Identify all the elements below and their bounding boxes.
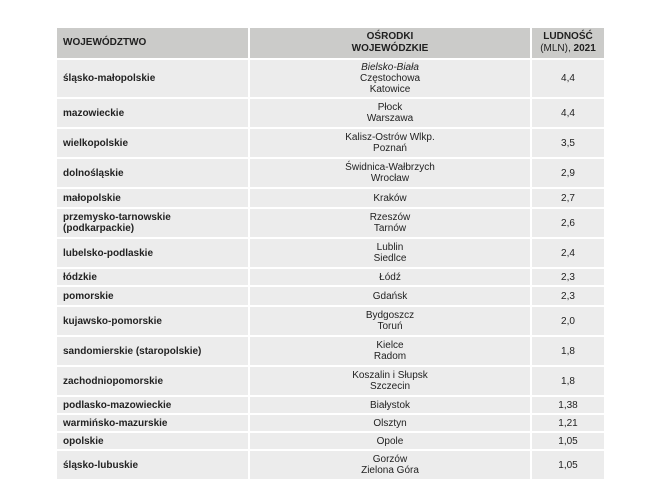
table-row (57, 337, 604, 365)
voivodeship-centers (248, 433, 530, 449)
center-city: Toruń (377, 321, 403, 332)
table-row (57, 307, 604, 335)
table-row (57, 99, 604, 127)
table-row (57, 239, 604, 267)
center-city: Łódź (379, 271, 401, 283)
table-row (57, 129, 604, 157)
table-row (57, 397, 604, 413)
voivodeship-table (57, 26, 604, 481)
center-city: Radom (373, 351, 407, 362)
voivodeship-centers (248, 397, 530, 413)
voivodeship-name: śląsko-małopolskie (57, 60, 248, 97)
population-value: 3,5 (530, 129, 604, 157)
population-value: 1,8 (530, 337, 604, 365)
table-row (57, 433, 604, 449)
center-city: Poznań (373, 143, 407, 154)
population-value: 1,05 (530, 433, 604, 449)
population-value: 4,4 (530, 99, 604, 127)
table-row (57, 159, 604, 187)
population-value: 2,4 (530, 239, 604, 267)
header-centers (248, 28, 530, 58)
center-city: Białystok (369, 399, 410, 411)
population-value: 1,21 (530, 415, 604, 431)
center-city: Lublin (376, 242, 404, 253)
center-city: Siedlce (373, 253, 407, 264)
voivodeship-centers (248, 451, 530, 479)
table-row (57, 189, 604, 207)
header-centers-line2: WOJEWÓDZKIE (351, 43, 429, 54)
center-city: Zielona Góra (361, 465, 419, 476)
center-city: Bielsko-Biała (361, 62, 419, 73)
voivodeship-name: wielkopolskie (57, 129, 248, 157)
voivodeship-name: sandomierskie (staropolskie) (57, 337, 248, 365)
center-city: Kalisz-Ostrów Wlkp. (345, 132, 435, 143)
center-city: Szczecin (369, 381, 410, 392)
voivodeship-name: lubelsko-podlaskie (57, 239, 248, 267)
table-row (57, 269, 604, 285)
center-city: Gorzów (372, 454, 408, 465)
population-value: 2,3 (530, 269, 604, 285)
population-value: 2,3 (530, 287, 604, 305)
voivodeship-centers (248, 367, 530, 395)
table-row (57, 209, 604, 237)
voivodeship-name: podlasko-mazowieckie (57, 397, 248, 413)
center-city: Opole (376, 435, 404, 447)
center-city: Częstochowa (359, 73, 421, 84)
center-city: Bydgoszcz (365, 310, 415, 321)
population-value: 1,05 (530, 451, 604, 479)
center-city: Gdańsk (372, 290, 408, 302)
table-row (57, 60, 604, 97)
voivodeship-centers (248, 269, 530, 285)
center-city: Warszawa (366, 113, 414, 124)
voivodeship-centers (248, 60, 530, 97)
header-centers-line1: OŚRODKI (366, 31, 414, 42)
center-city: Kraków (373, 192, 407, 204)
population-value: 2,0 (530, 307, 604, 335)
header-population-year: 2021 (573, 43, 596, 54)
voivodeship-centers (248, 209, 530, 237)
center-city: Świdnica-Wałbrzych (345, 162, 435, 173)
header-voivodeship (57, 28, 248, 58)
voivodeship-name: małopolskie (57, 189, 248, 207)
center-city: Rzeszów (369, 212, 411, 223)
voivodeship-centers (248, 159, 530, 187)
voivodeship-centers (248, 415, 530, 431)
center-city: Wrocław (370, 173, 410, 184)
voivodeship-centers (248, 129, 530, 157)
voivodeship-centers (248, 189, 530, 207)
voivodeship-name: kujawsko-pomorskie (57, 307, 248, 335)
center-city: Płock (377, 102, 403, 113)
population-value: 2,6 (530, 209, 604, 237)
header-population-unit: (MLN), (540, 43, 574, 54)
population-value: 4,4 (530, 60, 604, 97)
voivodeship-centers (248, 337, 530, 365)
voivodeship-centers (248, 287, 530, 305)
voivodeship-centers (248, 307, 530, 335)
voivodeship-centers (248, 239, 530, 267)
voivodeship-name: warmińsko-mazurskie (57, 415, 248, 431)
population-value: 1,38 (530, 397, 604, 413)
table-row (57, 451, 604, 479)
table-row (57, 367, 604, 395)
voivodeship-name: opolskie (57, 433, 248, 449)
population-value: 2,9 (530, 159, 604, 187)
voivodeship-name: łódzkie (57, 269, 248, 285)
voivodeship-centers (248, 99, 530, 127)
table-header-row (57, 28, 604, 58)
voivodeship-name: śląsko-lubuskie (57, 451, 248, 479)
header-voivodeship-label: WOJEWÓDZTWO (63, 37, 147, 48)
voivodeship-name: mazowieckie (57, 99, 248, 127)
voivodeship-name: pomorskie (57, 287, 248, 305)
header-population-line1: LUDNOŚĆ (543, 31, 593, 42)
voivodeship-name: zachodniopomorskie (57, 367, 248, 395)
voivodeship-name: dolnośląskie (57, 159, 248, 187)
voivodeship-name: przemysko-tarnowskie (podkarpackie) (57, 209, 248, 237)
voivodeship-table-container (57, 26, 604, 481)
center-city: Koszalin i Słupsk (352, 370, 428, 381)
table-row (57, 287, 604, 305)
table-body (57, 60, 604, 479)
header-population (530, 28, 604, 58)
table-row (57, 415, 604, 431)
center-city: Olsztyn (373, 417, 407, 429)
center-city: Tarnów (373, 223, 407, 234)
center-city: Katowice (369, 84, 411, 95)
center-city: Kielce (376, 340, 404, 351)
header-population-line2 (538, 43, 598, 55)
population-value: 2,7 (530, 189, 604, 207)
population-value: 1,8 (530, 367, 604, 395)
